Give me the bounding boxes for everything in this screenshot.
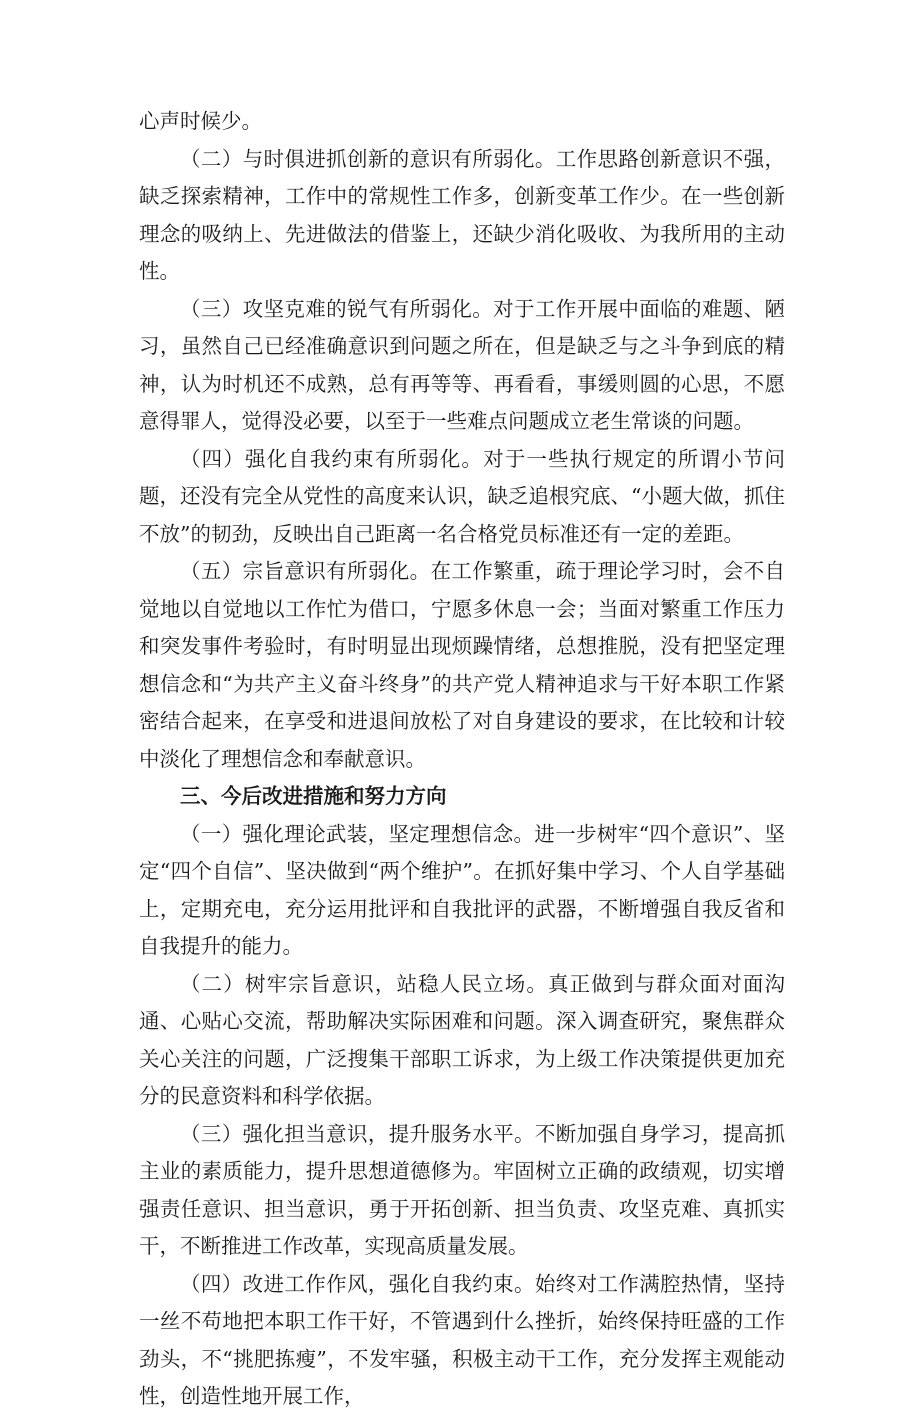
paragraph-weakened-innovation: （二）与时俱进抓创新的意识有所弱化。工作思路创新意识不强，缺乏探索精神，工作中的常规性工作多，创新变革工作少。在一些创新理念的吸纳上、先进做法的借鉴上，还缺少消化吸收、为我所用的主动性。	[139, 146, 785, 283]
paragraph-weakened-tackling-difficulties: （三）攻坚克难的锐气有所弱化。对于工作开展中面临的难题、陋习，虽然自己已经准确意识到问题之所在，但是缺乏与之斗争到底的精神，认为时机还不成熟，总有再等等、再看看，事缓则圆的心思，不愿意得罪人，觉得没必要，以至于一些难点问题成立老生常谈的问题。	[139, 296, 785, 433]
document-body	[139, 103, 785, 1416]
paragraph-purpose-awareness: （二）树牢宗旨意识，站稳人民立场。真正做到与群众面对面沟通、心贴心交流，帮助解决实际困难和问题。深入调查研究，聚焦群众关心关注的问题，广泛搜集干部职工诉求，为上级工作决策提供更加充分的民意资料和科学依据。	[139, 971, 785, 1108]
paragraph-weakened-purpose-awareness: （五）宗旨意识有所弱化。在工作繁重，疏于理论学习时，会不自觉地以自觉地以工作忙为借口，宁愿多休息一会；当面对繁重工作压力和突发事件考验时，有时明显出现烦躁情绪，总想推脱，没有把坚定理想信念和“为共产主义奋斗终身”的共产党人精神追求与干好本职工作紧密结合起来，在享受和进退间放松了对自身建设的要求，在比较和计较中淡化了理想信念和奉献意识。	[139, 559, 785, 771]
paragraph-work-style: （四）改进工作作风，强化自我约束。始终对工作满腔热情，坚持一丝不苟地把本职工作干好，不管遇到什么挫折，始终保持旺盛的工作劲头，不“挑肥拣瘦”，不发牢骚，积极主动干工作，充分发挥主观能动性，创造性地开展工作，	[139, 1271, 785, 1408]
paragraph-weakened-self-discipline: （四）强化自我约束有所弱化。对于一些执行规定的所谓小节问题，还没有完全从党性的高度来认识，缺乏追根究底、“小题大做，抓住不放”的韧劲，反映出自己距离一名合格党员标准还有一定的差距。	[139, 446, 785, 546]
paragraph-strengthen-theory: （一）强化理论武装，坚定理想信念。进一步树牢“四个意识”、坚定“四个自信”、坚决做到“两个维护”。在抓好集中学习、个人自学基础上，定期充电，充分运用批评和自我批评的武器，不断增强自我反省和自我提升的能力。	[139, 821, 785, 958]
paragraph-responsibility-awareness: （三）强化担当意识，提升服务水平。不断加强自身学习，提高抓主业的素质能力，提升思想道德修为。牢固树立正确的政绩观，切实增强责任意识、担当意识，勇于开拓创新、担当负责、攻坚克难、真抓实干，不断推进工作改革，实现高质量发展。	[139, 1121, 785, 1258]
paragraph-continuation: 心声时候少。	[139, 109, 262, 133]
section-heading-improvement-measures: 三、今后改进措施和努力方向	[180, 784, 447, 808]
